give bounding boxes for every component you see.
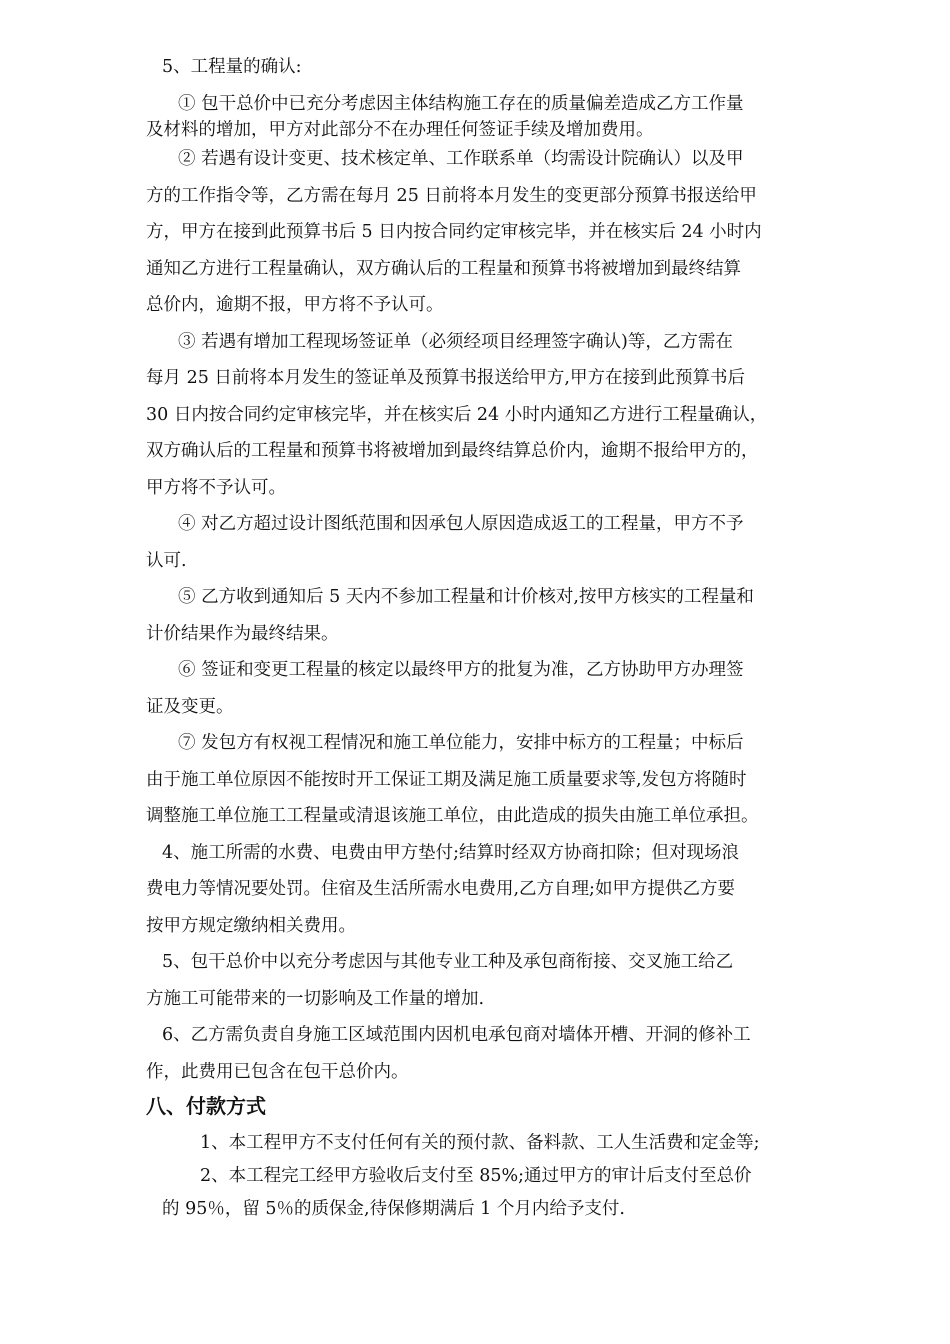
- payment-2-line-1: 2、本工程完工经甲方验收后支付至 85%;通过甲方的审计后支付至总价: [200, 1166, 752, 1186]
- item-3-line-1: ③ 若遇有增加工程现场签证单（必须经项目经理签字确认)等，乙方需在: [178, 332, 733, 352]
- clause-4-line-2: 费电力等情况要处罚。住宿及生活所需水电费用,乙方自理;如甲方提供乙方要: [146, 879, 735, 899]
- section-8-heading: 八、付款方式: [146, 1094, 266, 1118]
- item-3-line-4: 双方确认后的工程量和预算书将被增加到最终结算总价内，逾期不报给甲方的，: [146, 441, 759, 461]
- item-6-line-1: ⑥ 签证和变更工程量的核定以最终甲方的批复为准，乙方协助甲方办理签: [178, 660, 744, 680]
- clause-4-line-3: 按甲方规定缴纳相关费用。: [146, 916, 356, 936]
- item-7-line-3: 调整施工单位施工工程量或清退该施工单位，由此造成的损失由施工单位承担。: [146, 806, 759, 826]
- clause-4-line-1: 4、施工所需的水费、电费由甲方垫付;结算时经双方协商扣除；但对现场浪: [162, 843, 740, 863]
- item-3-line-3: 30 日内按合同约定审核完毕，并在核实后 24 小时内通知乙方进行工程量确认，: [146, 405, 768, 425]
- item-4-line-1: ④ 对乙方超过设计图纸范围和因承包人原因造成返工的工程量，甲方不予: [178, 514, 744, 534]
- clause-5-line-2: 方施工可能带来的一切影响及工作量的增加.: [146, 989, 485, 1009]
- item-5-line-2: 计价结果作为最终结果。: [146, 624, 339, 644]
- item-5-line-1: ⑤ 乙方收到通知后 5 天内不参加工程量和计价核对,按甲方核实的工程量和: [178, 587, 754, 607]
- item-1-line-1: ① 包干总价中已充分考虑因主体结构施工存在的质量偏差造成乙方工作量: [178, 94, 744, 114]
- payment-2-line-2: 的 95％，留 5％的质保金,待保修期满后 1 个月内给予支付.: [162, 1199, 625, 1219]
- clause-6-line-1: 6、乙方需负责自身施工区域范围内因机电承包商对墙体开槽、开洞的修补工: [162, 1025, 751, 1045]
- item-2-line-4: 通知乙方进行工程量确认，双方确认后的工程量和预算书将被增加到最终结算: [146, 259, 741, 279]
- item-4-line-2: 认可.: [146, 551, 187, 571]
- item-3-line-2: 每月 25 日前将本月发生的签证单及预算书报送给甲方,甲方在接到此预算书后: [146, 368, 745, 388]
- item-6-line-2: 证及变更。: [146, 697, 234, 717]
- item-2-line-5: 总价内，逾期不报，甲方将不予认可。: [146, 295, 444, 315]
- section-5-title: 5、工程量的确认:: [162, 57, 302, 77]
- item-1-line-2: 及材料的增加，甲方对此部分不在办理任何签证手续及增加费用。: [146, 120, 654, 140]
- item-7-line-2: 由于施工单位原因不能按时开工保证工期及满足施工质量要求等,发包方将随时: [146, 770, 747, 790]
- item-2-line-3: 方，甲方在接到此预算书后 5 日内按合同约定审核完毕，并在核实后 24 小时内: [146, 222, 762, 242]
- clause-5-line-1: 5、包干总价中以充分考虑因与其他专业工种及承包商衔接、交叉施工给乙: [162, 952, 734, 972]
- item-2-line-2: 方的工作指令等，乙方需在每月 25 日前将本月发生的变更部分预算书报送给甲: [146, 186, 757, 206]
- item-2-line-1: ② 若遇有设计变更、技术核定单、工作联系单（均需设计院确认）以及甲: [178, 149, 744, 169]
- clause-6-line-2: 作，此费用已包含在包干总价内。: [146, 1062, 409, 1082]
- payment-1: 1、本工程甲方不支付任何有关的预付款、备料款、工人生活费和定金等;: [200, 1133, 760, 1153]
- item-7-line-1: ⑦ 发包方有权视工程情况和施工单位能力，安排中标方的工程量；中标后: [178, 733, 744, 753]
- item-3-line-5: 甲方将不予认可。: [146, 478, 286, 498]
